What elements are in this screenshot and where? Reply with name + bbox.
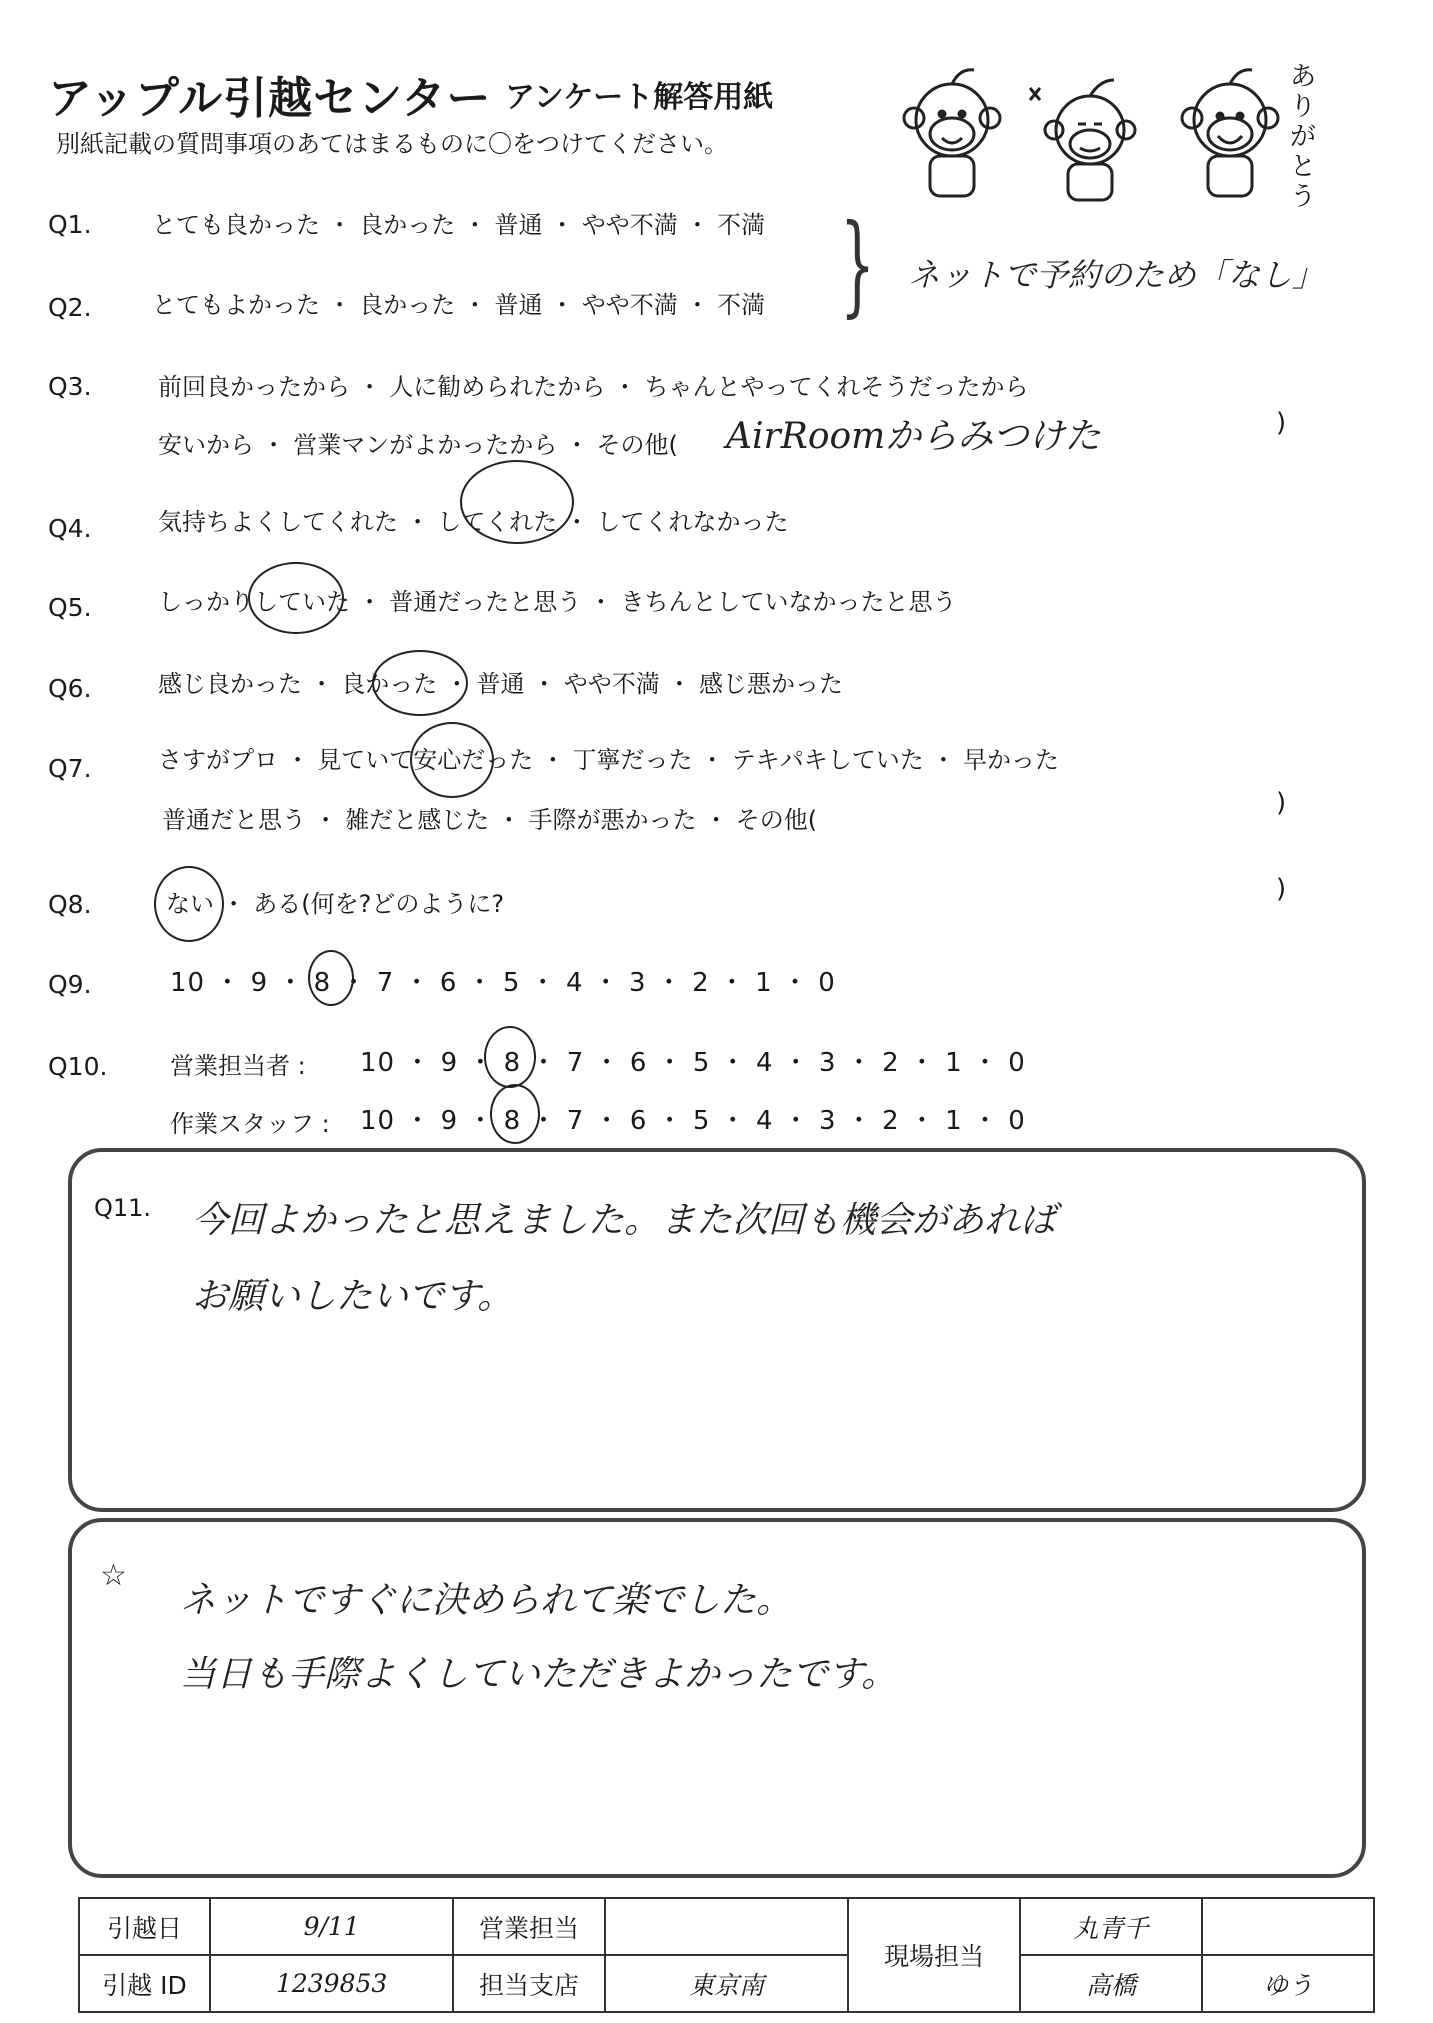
q8-label: Q8. bbox=[48, 890, 92, 919]
q1-options: とても良かった ・ 良かった ・ 普通 ・ やや不満 ・ 不満 bbox=[152, 211, 766, 239]
q10-sales-answer-circle bbox=[484, 1026, 536, 1088]
site-rep-2b-value: ゆう bbox=[1202, 1955, 1374, 2012]
q7-options-line1: さすがプロ ・ 見ていて安心だった ・ 丁寧だった ・ テキパキしていた ・ 早かった bbox=[158, 746, 1060, 774]
footer-info-table bbox=[78, 1897, 1375, 2013]
company-title: アップル引越センター bbox=[48, 73, 492, 124]
sales-rep-label: 営業担当 bbox=[453, 1898, 604, 1955]
q11-comment-line1: 今回よかったと思えました。また次回も機会があれば bbox=[192, 1200, 1057, 1241]
branch-label: 担当支店 bbox=[453, 1955, 604, 2012]
move-id-value: 1239853 bbox=[210, 1955, 453, 2012]
star-comment-line1: ネットですぐに決められて楽でした。 bbox=[180, 1580, 793, 1621]
q3-label: Q3. bbox=[48, 372, 92, 401]
q5-answer-circle bbox=[248, 562, 344, 634]
q6-label: Q6. bbox=[48, 674, 92, 703]
q7-answer-circle bbox=[410, 722, 494, 798]
q10-label: Q10. bbox=[48, 1052, 108, 1081]
q6-options: 感じ良かった ・ 良かった ・ 普通 ・ やや不満 ・ 感じ悪かった bbox=[158, 670, 844, 698]
brace-mark: } bbox=[840, 200, 875, 328]
move-date-label: 引越日 bbox=[79, 1898, 210, 1955]
q4-label: Q4. bbox=[48, 514, 92, 543]
star-comment-box bbox=[68, 1518, 1366, 1878]
q9-label: Q9. bbox=[48, 970, 92, 999]
site-rep-2-value: 高橋 bbox=[1020, 1955, 1202, 2012]
move-date-value: 9/11 bbox=[210, 1898, 453, 1955]
q1-label: Q1. bbox=[48, 210, 92, 239]
q9-answer-circle bbox=[308, 950, 354, 1006]
q10-sales-label: 営業担当者 : bbox=[170, 1052, 306, 1080]
q8-answer-circle bbox=[154, 866, 224, 942]
q4-answer-circle bbox=[460, 460, 574, 544]
q6-answer-circle bbox=[372, 650, 468, 716]
site-rep-label: 現場担当 bbox=[848, 1898, 1020, 2012]
q3-close-paren: ) bbox=[1276, 408, 1287, 438]
q7-options-line2: 普通だと思う ・ 雑だと感じた ・ 手際が悪かった ・ その他( bbox=[162, 806, 818, 834]
sales-rep-value bbox=[605, 1898, 848, 1955]
q3-other-answer: AirRoomからみつけた bbox=[726, 416, 1101, 457]
star-icon: ☆ bbox=[100, 1558, 127, 1593]
star-comment-line2: 当日も手際よくしていただきよかったです。 bbox=[180, 1654, 898, 1695]
q11-label: Q11. bbox=[94, 1194, 152, 1222]
q7-close-paren: ) bbox=[1276, 788, 1287, 818]
q9-scale: 10 ・ 9 ・ 8 ・ 7 ・ 6 ・ 5 ・ 4 ・ 3 ・ 2 ・ 1 ・ 0 bbox=[170, 968, 836, 998]
q10-staff-scale: 10 ・ 9 ・ 8 ・ 7 ・ 6 ・ 5 ・ 4 ・ 3 ・ 2 ・ 1 ・ 0 bbox=[360, 1106, 1026, 1136]
q1-q2-handwritten-note: ネットで予約のため「なし」 bbox=[908, 256, 1325, 294]
q10-staff-label: 作業スタッフ : bbox=[170, 1110, 330, 1138]
q8-close-paren: ) bbox=[1276, 874, 1287, 904]
q10-sales-scale: 10 ・ 9 ・ 8 ・ 7 ・ 6 ・ 5 ・ 4 ・ 3 ・ 2 ・ 1 ・ 0 bbox=[360, 1048, 1026, 1078]
instruction-text: 別紙記載の質問事項のあてはまるものに〇をつけてください。 bbox=[56, 130, 728, 158]
site-rep-1b-value bbox=[1202, 1898, 1374, 1955]
q2-label: Q2. bbox=[48, 293, 92, 322]
q10-staff-answer-circle bbox=[490, 1084, 540, 1144]
monkey-mascots-illustration bbox=[890, 58, 1320, 208]
q3-options-line2: 安いから ・ 営業マンがよかったから ・ その他( bbox=[158, 431, 678, 459]
q11-comment-line2: お願いしたいです。 bbox=[192, 1276, 514, 1317]
move-id-label: 引越 ID bbox=[79, 1955, 210, 2012]
q8-options: ない ・ ある(何を?どのように? bbox=[166, 890, 505, 918]
site-rep-1-value: 丸青千 bbox=[1020, 1898, 1202, 1955]
q7-label: Q7. bbox=[48, 754, 92, 783]
q4-options: 気持ちよくしてくれた ・ してくれた ・ してくれなかった bbox=[158, 508, 789, 536]
q5-label: Q5. bbox=[48, 593, 92, 622]
form-subtitle: アンケート解答用紙 bbox=[505, 80, 774, 115]
thanks-text: ありがとう bbox=[1290, 62, 1317, 212]
q11-comment-box bbox=[68, 1148, 1366, 1512]
q2-options: とてもよかった ・ 良かった ・ 普通 ・ やや不満 ・ 不満 bbox=[152, 291, 766, 319]
branch-value: 東京南 bbox=[605, 1955, 848, 2012]
q3-options-line1: 前回良かったから ・ 人に勧められたから ・ ちゃんとやってくれそうだったから bbox=[158, 373, 1029, 401]
q5-options: しっかりしていた ・ 普通だったと思う ・ きちんとしていなかったと思う bbox=[158, 588, 957, 616]
